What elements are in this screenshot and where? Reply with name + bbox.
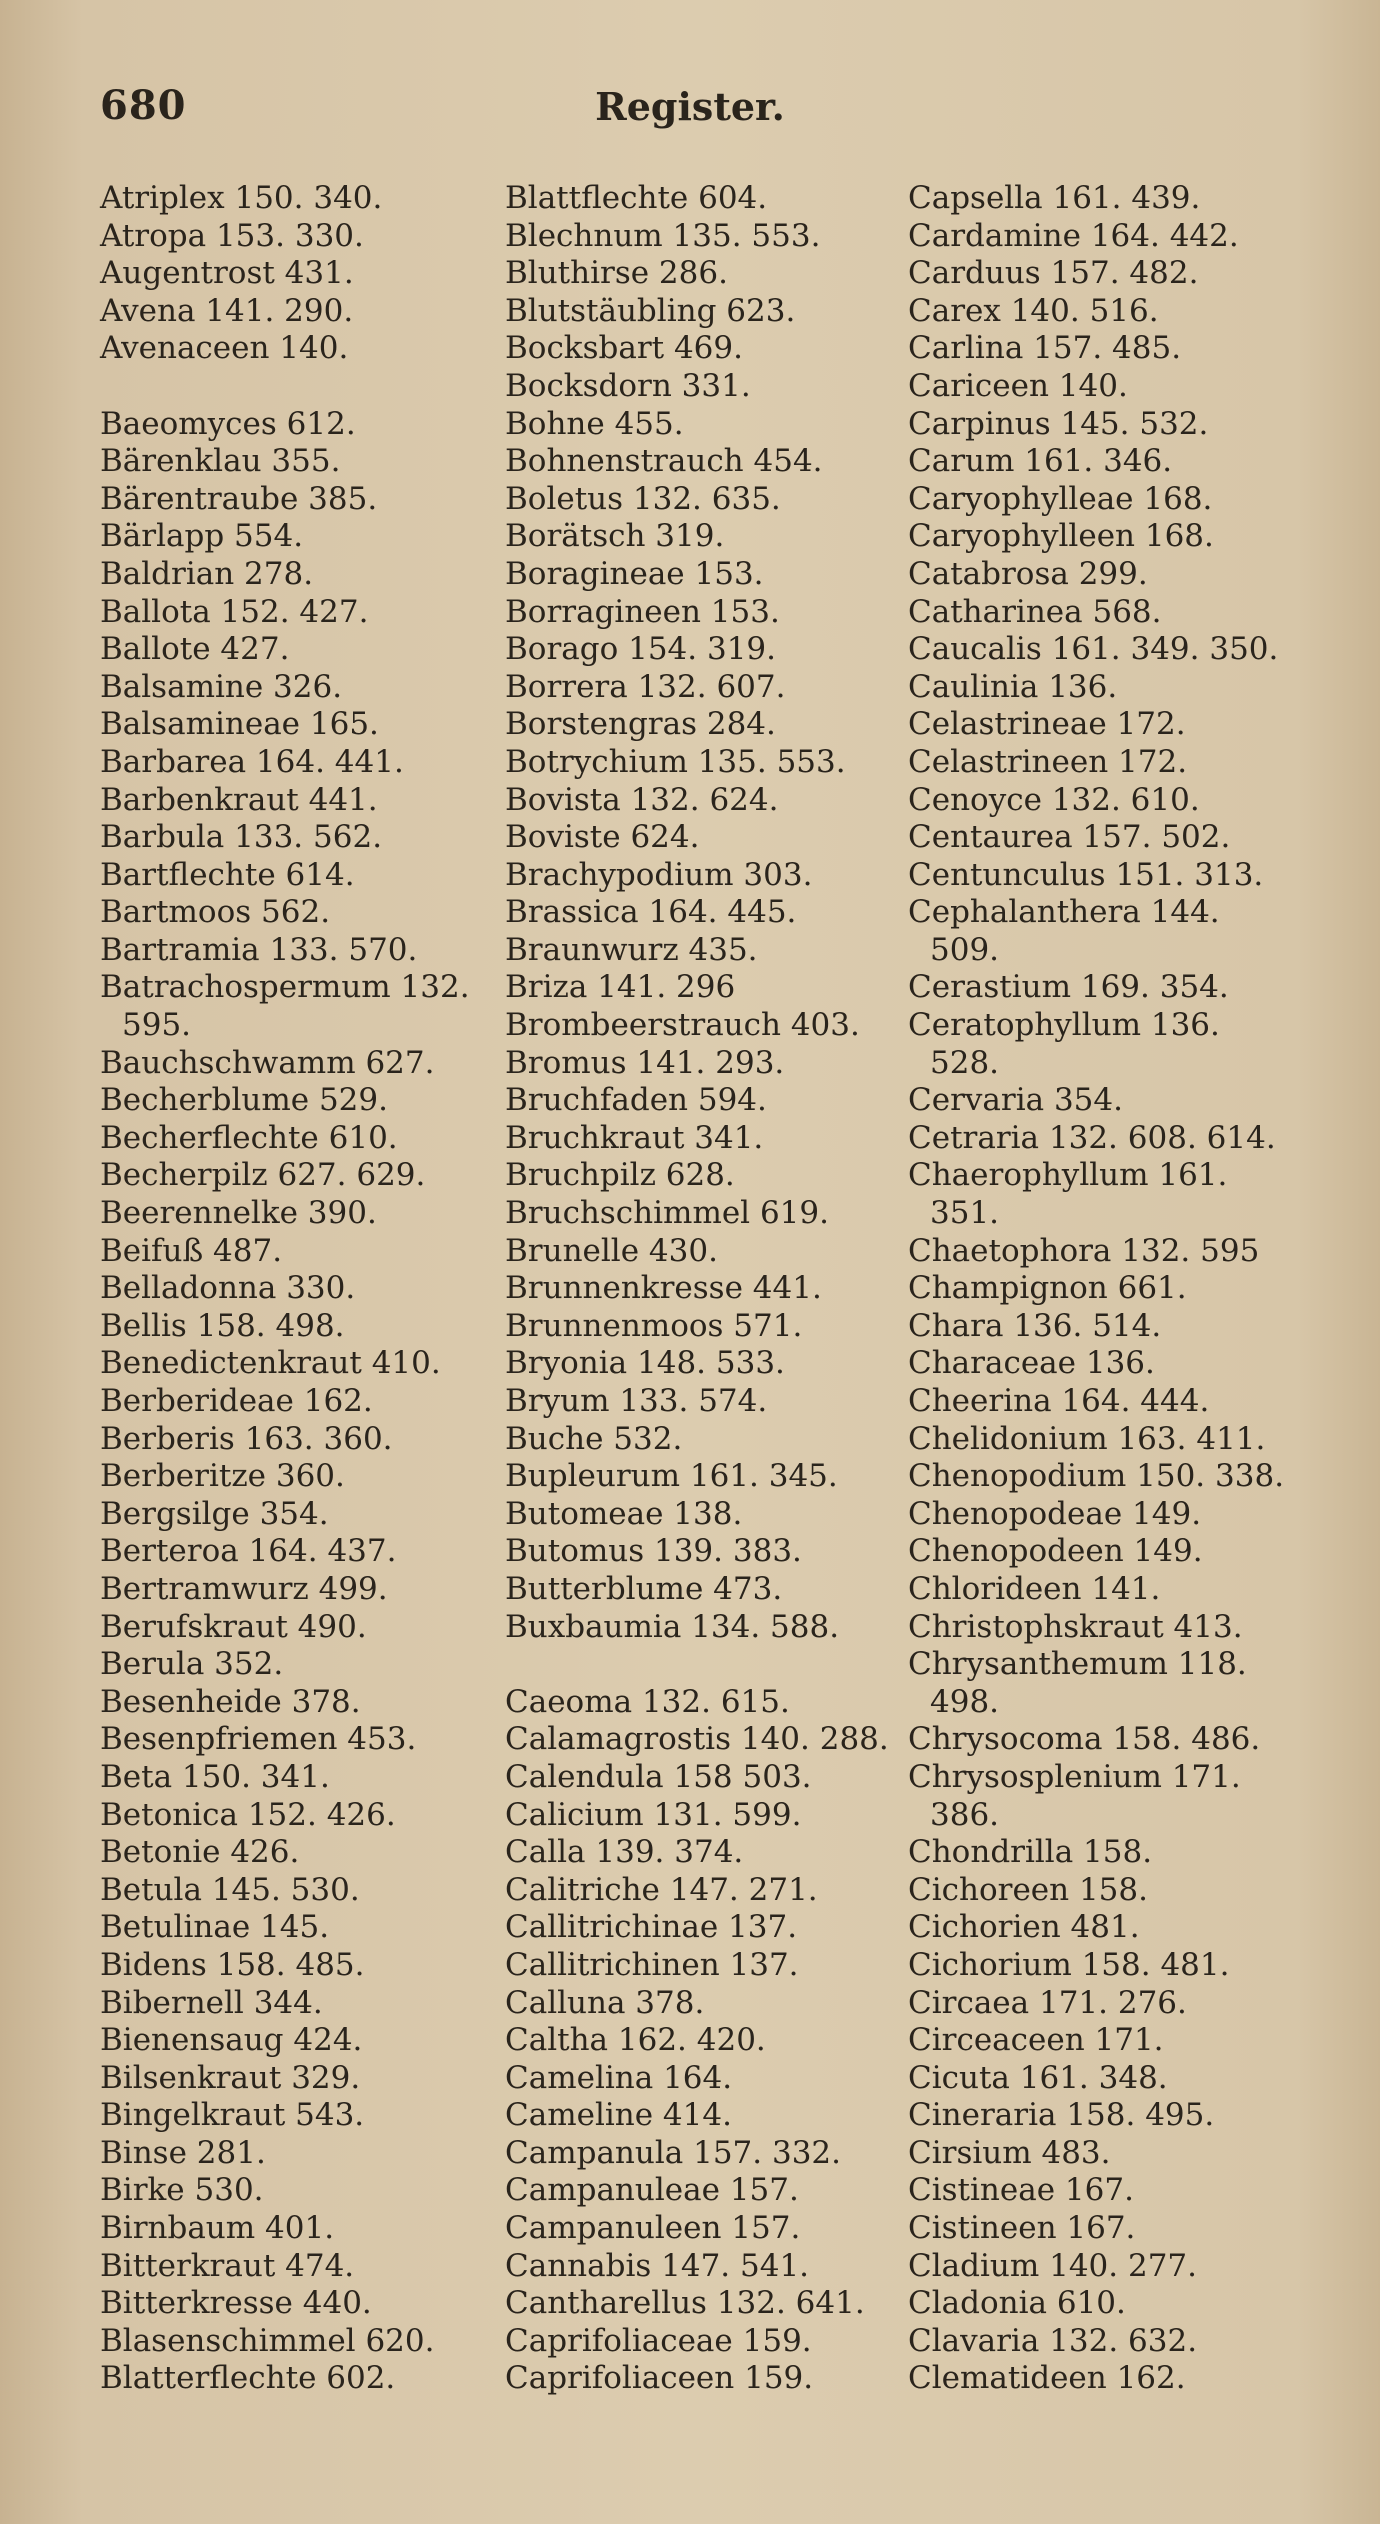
index-entry: Christophskraut 413. [908,1608,1243,1645]
index-entry: Bruchschimmel 619. [505,1195,829,1232]
index-entry: Birnbaum 401. [100,2210,335,2247]
index-entry: Calla 139. 374. [505,1834,744,1871]
index-entry: 351. [930,1195,1000,1232]
index-entry: Besenpfriemen 453. [100,1721,417,1758]
index-entry: Callitrichinen 137. [505,1946,799,1983]
index-entry: Borstengras 284. [505,706,776,743]
index-entry: Atropa 153. 330. [100,217,364,254]
index-entry: Brombeerstrauch 403. [505,1007,860,1044]
index-column-1 [100,180,510,2398]
index-entry: Caucalis 161. 349. 350. [908,631,1279,668]
index-entry: Balsamineae 165. [100,706,379,743]
index-entry: Cameline 414. [505,2097,732,2134]
index-entry: Besenheide 378. [100,1683,361,1720]
index-entry: Circaea 171. 276. [908,1984,1187,2021]
index-entry: Bruchkraut 341. [505,1119,764,1156]
index-entry: Bryum 133. 574. [505,1383,768,1419]
index-entry: Carex 140. 516. [908,292,1159,329]
index-entry: Bartflechte 614. [100,856,355,893]
index-entry: Cetraria 132. 608. 614. [908,1119,1276,1156]
index-entry: Betula 145. 530. [100,1871,360,1908]
index-entry: Chenopodeae 149. [908,1495,1202,1532]
index-entry: Boviste 624. [505,819,700,856]
index-entry: Berufskraut 490. [100,1608,367,1645]
index-entry: Calluna 378. [505,1984,705,2021]
index-entry: Boletus 132. 635. [505,480,781,517]
index-entry: Cirsium 483. [908,2134,1111,2171]
index-entry: Bruchpilz 628. [505,1157,735,1194]
index-entry: Chenopodeen 149. [908,1533,1203,1570]
index-entry: Chaerophyllum 161. [908,1157,1228,1194]
index-spacer [100,368,510,406]
index-entry: Ceratophyllum 136. [908,1007,1220,1044]
index-entry: Ballote 427. [100,631,290,668]
index-entry: Cardamine 164. 442. [908,217,1239,254]
index-entry: Botrychium 135. 553. [505,743,846,780]
index-entry: Betonie 426. [100,1834,300,1871]
index-entry: 528. [930,1044,1000,1081]
index-entry: Celastrineen 172. [908,743,1188,780]
index-entry: Catharinea 568. [908,593,1162,630]
index-entry: Brassica 164. 445. [505,894,797,931]
index-entry: Bellis 158. 498. [100,1307,345,1344]
index-entry: Caprifoliaceae 159. [505,2322,812,2359]
running-title: Register. [595,84,785,129]
index-entry: Cheerina 164. 444. [908,1383,1210,1419]
index-entry: Cladonia 610. [908,2285,1126,2322]
index-entry: Briza 141. 296 [505,969,736,1006]
index-entry: Bergsilge 354. [100,1495,329,1532]
index-entry: Circeaceen 171. [908,2022,1164,2059]
index-entry: Chrysosplenium 171. [908,1758,1241,1795]
index-entry: Bryonia 148. 533. [505,1345,785,1382]
index-entry: Balsamine 326. [100,668,343,705]
index-entry: Brunnenkresse 441. [505,1270,822,1307]
index-entry: Chlorideen 141. [908,1570,1161,1607]
index-entry: Campanula 157. 332. [505,2134,842,2171]
index-entry: Campanuleen 157. [505,2210,801,2247]
index-entry: Bromus 141. 293. [505,1044,785,1081]
index-entry: Centunculus 151. 313. [908,856,1264,893]
index-entry: Baeomyces 612. [100,405,356,442]
index-entry: Chaetophora 132. 595 [908,1232,1260,1269]
index-entry: Calamagrostis 140. 288. [505,1721,889,1758]
index-entry: Betulinae 145. [100,1909,330,1946]
index-entry: Chrysanthemum 118. [908,1646,1247,1683]
index-entry: Cerastium 169. 354. [908,969,1229,1006]
index-entry: Cladium 140. 277. [908,2247,1197,2284]
index-entry: Butomus 139. 383. [505,1533,802,1570]
index-entry: Champignon 661. [908,1270,1187,1307]
index-entry: Caltha 162. 420. [505,2022,766,2059]
index-entry: Borrera 132. 607. [505,668,786,705]
index-entry: Caprifoliaceen 159. [505,2360,814,2397]
index-entry: Bertramwurz 499. [100,1570,388,1607]
index-entry: Camelina 164. [505,2059,733,2096]
index-entry: Carduus 157. 482. [908,255,1199,292]
index-entry: Borätsch 319. [505,518,725,555]
index-entry: Bartramia 133. 570. [100,931,418,968]
index-entry: Cicuta 161. 348. [908,2059,1168,2096]
index-entry: Capsella 161. 439. [908,180,1201,216]
index-spacer [505,1646,915,1684]
index-entry: Caryophylleae 168. [908,480,1213,517]
index-entry: Bingelkraut 543. [100,2097,365,2134]
index-entry: Bitterkresse 440. [100,2285,372,2322]
index-entry: Avenaceen 140. [100,330,349,367]
index-entry: Callitrichinae 137. [505,1909,798,1946]
index-entry: Brachypodium 303. [505,856,813,893]
index-entry: Barbula 133. 562. [100,819,383,856]
index-entry: Calicium 131. 599. [505,1796,802,1833]
index-entry: Ballota 152. 427. [100,593,369,630]
index-entry: Blatterflechte 602. [100,2360,396,2397]
index-entry: Berberis 163. 360. [100,1420,393,1457]
index-entry: Cineraria 158. 495. [908,2097,1215,2134]
index-entry: Cichoreen 158. [908,1871,1148,1908]
index-entry: Bupleurum 161. 345. [505,1458,838,1495]
index-entry: Cichorien 481. [908,1909,1140,1946]
index-entry: Blechnum 135. 553. [505,217,821,254]
index-entry: Augentrost 431. [100,255,354,292]
index-entry: Bocksdorn 331. [505,367,751,404]
index-entry: Cichorium 158. 481. [908,1946,1230,1983]
index-entry: Chrysocoma 158. 486. [908,1721,1261,1758]
index-entry: Carum 161. 346. [908,443,1173,480]
index-entry: Berula 352. [100,1646,284,1683]
index-entry: Bohne 455. [505,405,684,442]
index-entry: Borragineen 153. [505,593,780,630]
index-entry: Bilsenkraut 329. [100,2059,361,2096]
index-entry: Centaurea 157. 502. [908,819,1231,856]
index-entry: Braunwurz 435. [505,931,758,968]
index-entry: Batrachospermum 132. [100,969,470,1006]
index-entry: Cistineen 167. [908,2210,1136,2247]
index-entry: Cariceen 140. [908,367,1128,404]
index-entry: Chara 136. 514. [908,1307,1162,1344]
index-entry: Butomeae 138. [505,1495,743,1532]
index-entry: Boragineae 153. [505,555,764,592]
index-entry: Cervaria 354. [908,1082,1123,1119]
index-entry: Blasenschimmel 620. [100,2322,435,2359]
index-entry: Butterblume 473. [505,1570,783,1607]
index-entry: Celastrineae 172. [908,706,1186,743]
index-entry: Barbarea 164. 441. [100,743,404,780]
index-entry: Berberitze 360. [100,1458,345,1495]
index-entry: Bärenklau 355. [100,443,341,480]
index-entry: Borago 154. 319. [505,631,777,668]
index-entry: Becherpilz 627. 629. [100,1157,426,1194]
index-entry: 386. [930,1796,1000,1833]
index-entry: Buxbaumia 134. 588. [505,1608,840,1645]
index-entry: Betonica 152. 426. [100,1796,396,1833]
index-entry: Bärlapp 554. [100,518,304,555]
index-entry: Brunnenmoos 571. [505,1307,803,1344]
index-entry: Calendula 158 503. [505,1758,812,1795]
index-entry: 498. [930,1683,1000,1720]
index-entry: Beifuß 487. [100,1232,283,1269]
index-entry: Benedictenkraut 410. [100,1345,441,1382]
index-entry: Berberideae 162. [100,1383,373,1419]
index-entry: Avena 141. 290. [100,292,354,329]
index-entry: Bitterkraut 474. [100,2247,355,2284]
index-entry: Bauchschwamm 627. [100,1044,435,1081]
index-entry: Beta 150. 341. [100,1758,330,1795]
index-entry: Becherblume 529. [100,1082,388,1119]
index-entry: Catabrosa 299. [908,555,1148,592]
index-entry: Barbenkraut 441. [100,781,378,818]
index-entry: Bienensaug 424. [100,2022,363,2059]
index-entry: Bluthirse 286. [505,255,728,292]
index-entry: Bärentraube 385. [100,480,378,517]
index-entry: Chondrilla 158. [908,1834,1153,1871]
index-entry: Bovista 132. 624. [505,781,779,818]
index-entry: Blutstäubling 623. [505,292,796,329]
index-entry: Beerennelke 390. [100,1195,377,1232]
index-entry: Cantharellus 132. 641. [505,2285,865,2322]
index-entry: Chelidonium 163. 411. [908,1420,1266,1457]
index-entry: Calitriche 147. 271. [505,1871,818,1908]
index-entry: Birke 530. [100,2172,264,2209]
index-entry: Becherflechte 610. [100,1119,398,1156]
index-entry: Bruchfaden 594. [505,1082,767,1119]
index-entry: Caulinia 136. [908,668,1118,705]
index-entry: Caeoma 132. 615. [505,1683,790,1720]
index-entry: Clavaria 132. 632. [908,2322,1198,2359]
page-number: 680 [100,82,187,129]
page-header [0,70,1380,140]
index-entry: Blattflechte 604. [505,180,768,216]
index-entry: Cephalanthera 144. [908,894,1220,931]
index-entry: Cistineae 167. [908,2172,1134,2209]
index-entry: 509. [930,931,1000,968]
index-entry: Caryophylleen 168. [908,518,1214,555]
index-column-2 [505,180,915,2398]
index-entry: Cenoyce 132. 610. [908,781,1200,818]
index-entry: Brunelle 430. [505,1232,718,1269]
index-entry: Bibernell 344. [100,1984,323,2021]
index-entry: Campanuleae 157. [505,2172,799,2209]
index-entry: Atriplex 150. 340. [100,180,383,216]
index-entry: Clematideen 162. [908,2360,1186,2397]
index-entry: Baldrian 278. [100,555,314,592]
index-entry: Carpinus 145. 532. [908,405,1209,442]
index-entry: Bartmoos 562. [100,894,331,931]
index-entry: Characeae 136. [908,1345,1155,1382]
index-entry: Cannabis 147. 541. [505,2247,810,2284]
index-entry: Bidens 158. 485. [100,1946,365,1983]
index-entry: 595. [122,1007,192,1044]
index-entry: Binse 281. [100,2134,266,2171]
index-entry: Carlina 157. 485. [908,330,1182,367]
index-column-3 [908,180,1318,2398]
index-entry: Berteroa 164. 437. [100,1533,397,1570]
index-entry: Belladonna 330. [100,1270,356,1307]
index-entry: Chenopodium 150. 338. [908,1458,1285,1495]
index-entry: Bohnenstrauch 454. [505,443,823,480]
index-entry: Bocksbart 469. [505,330,743,367]
index-entry: Buche 532. [505,1420,683,1457]
